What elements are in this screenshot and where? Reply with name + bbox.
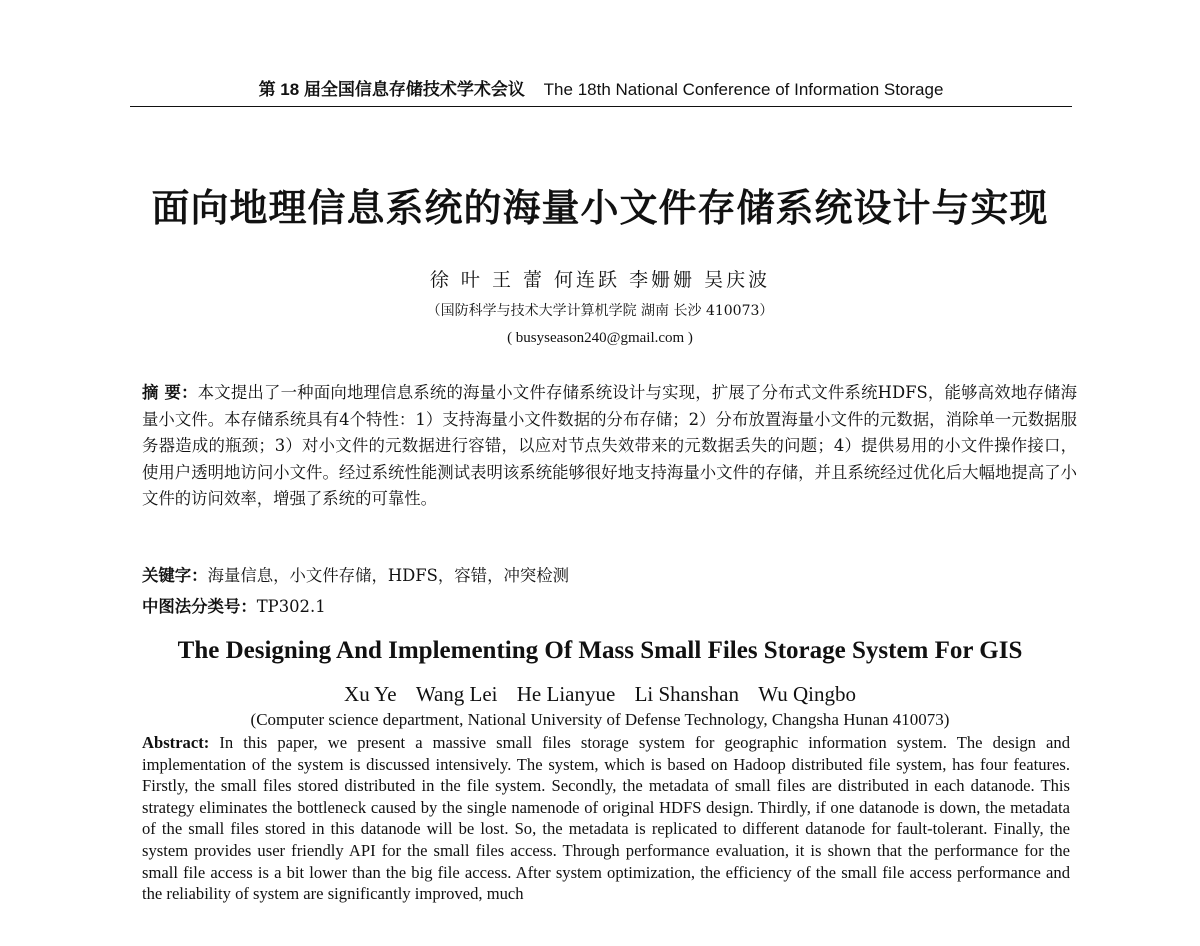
english-authors (0, 680, 1200, 708)
header-conference-en: The 18th National Conference of Information Storage (543, 80, 944, 99)
chinese-authors: 徐 叶 王 蕾 何连跃 李姗姗 吴庆波 (429, 269, 771, 291)
header-conference-cn: 第 18 届全国信息存储技术学术会议 (258, 80, 525, 99)
english-author: Wu Qingbo (758, 682, 856, 706)
chinese-title: 面向地理信息系统的海量小文件存储系统设计与实现 (151, 186, 1049, 230)
chinese-keywords (142, 563, 1077, 589)
running-header (130, 78, 1072, 102)
chinese-keywords-text: 海量信息，小文件存储，HDFS，容错，冲突检测 (207, 566, 570, 585)
chinese-affiliation: （国防科学与技术大学计算机学院 湖南 长沙 410073） (426, 303, 774, 319)
english-author: Li Shanshan (634, 682, 739, 706)
english-abstract-text: In this paper, we present a massive small files storage system for geographic information system. The design and implementation of the system is discussed intensively. The system, which is based on Hadoop distributed file system, has four features. Firstly, the small files stored distributed in the file system. Secondly, the metadata of small files are distributed in each datanode. This strategy eliminates the bottleneck caused by the single namenode of original HDFS design. Thirdly, if one datanode is down, the metadata of the small files stored in this datanode will be lost. So, the metadata is replicated to different datanode for fault-tolerant. Finally, the system provides user friendly API for the small files access. Through performance evaluation, it is shown that the performance for the small file access is a bit lower than the big file access. After system optimization, the efficiency of the small file access performance and the reliability of system are significantly improved, much (142, 733, 1070, 904)
classification-code: TP302.1 (256, 597, 326, 616)
header-divider (130, 106, 1072, 107)
english-author: Wang Lei (415, 682, 498, 706)
english-author: He Lianyue (516, 682, 616, 706)
english-abstract (142, 732, 1070, 905)
english-author: Xu Ye (344, 682, 397, 706)
chinese-abstract (142, 380, 1077, 513)
english-title: The Designing And Implementing Of Mass Small Files Storage System For GIS (177, 637, 1023, 664)
chinese-abstract-text: 本文提出了一种面向地理信息系统的海量小文件存储系统设计与实现，扩展了分布式文件系统HDFS，能够高效地存储海量小文件。本存储系统具有4个特性：1）支持海量小文件数据的分布存储；2）分布放置海量小文件的元数据，消除单一元数据服务器造成的瓶颈；3）对小文件的元数据进行容错，以应对节点失效带来的元数据丢失的问题；4）提供易用的小文件操作接口，使用户透明地访问小文件。经过系统性能测试表明该系统能够很好地支持海量小文件的存储，并且系统经过优化后大幅地提高了小文件的访问效率，增强了系统的可靠性。 (142, 383, 1077, 509)
chinese-abstract-label: 摘 要： (142, 383, 198, 402)
author-email: ( busyseason240@gmail.com ) (507, 330, 693, 346)
chinese-keywords-label: 关键字： (142, 566, 208, 585)
english-affiliation: (Computer science department, National University of Defense Technology, Changsha Hunan 410073) (250, 710, 950, 729)
classification-label: 中图法分类号： (142, 597, 257, 616)
chinese-classification (142, 594, 1077, 620)
english-abstract-label: Abstract: (142, 733, 210, 752)
